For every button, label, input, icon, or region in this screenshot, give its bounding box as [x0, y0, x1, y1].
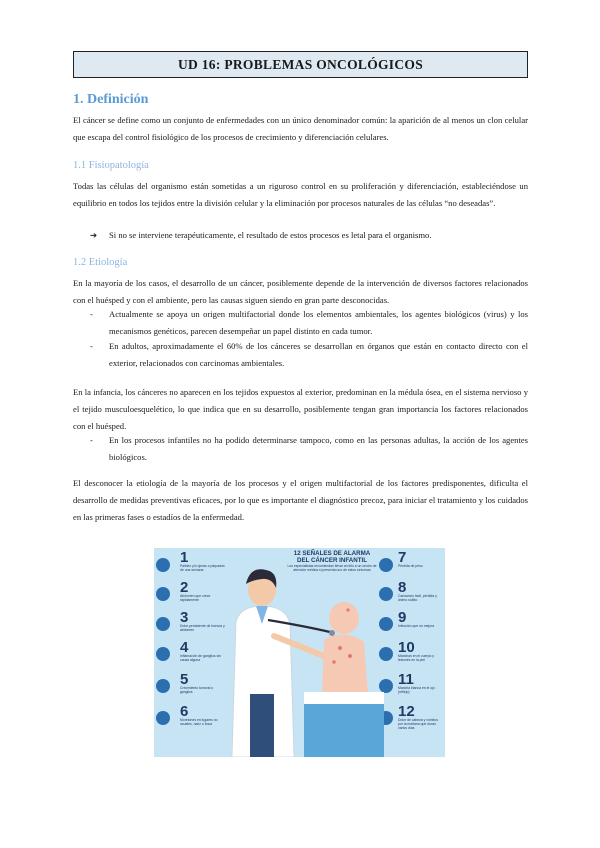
page-title: UD 16: PROBLEMAS ONCOLÓGICOS: [73, 51, 528, 78]
left-number-5: 5: [180, 671, 189, 688]
dash-bullet-icon: -: [90, 309, 93, 319]
infographic-title-1: 12 SEÑALES DE ALARMA: [293, 550, 371, 557]
top-border: [154, 544, 445, 548]
etiologia-paragraph-3: El desconocer la etiología de la mayoría de los procesos y el origen multifactorial de los factores predisponentes, dificulta el desarrollo de medidas preventivas eficaces, por lo que es importante el diagnóstico precoz, para iniciar el tratamiento y los cuidados en las primeras fases o estadíos de la enfermedad.: [73, 478, 528, 522]
section-heading-fisiopatologia: 1.1 Fisiopatología: [73, 160, 149, 171]
etiologia-bullet-2: En adultos, aproximadamente el 60% de los cánceres se desarrollan en órganos que están en contacto directo con el exterior, relacionados con carcinomas ambientales.: [109, 341, 528, 368]
arrow-bullet-icon: ➔: [90, 230, 98, 240]
right-text-8: Cansancio fácil, pérdida y ánimo súbito: [398, 594, 437, 602]
section-heading-definicion: 1. Definición: [73, 92, 149, 107]
right-number-11: 11: [398, 671, 414, 688]
left-text-4: Inflamación de ganglios sin causa alguna: [180, 654, 221, 662]
left-number-6: 6: [180, 703, 189, 720]
icon-circle: [156, 558, 170, 572]
left-number-4: 4: [180, 639, 189, 656]
icon-circle: [156, 617, 170, 631]
childhood-cancer-infographic: [154, 544, 445, 757]
icon-circle: [379, 558, 393, 572]
left-number-3: 3: [180, 609, 189, 626]
child-illustration: [304, 602, 384, 757]
right-text-9: Infección que no mejora: [398, 624, 435, 628]
icon-circle: [156, 711, 170, 725]
infographic-subtitle: Los especialistas recomiendan llevar al niño a un centro de atención médica si presenta uno de estos síntomas: [287, 564, 377, 572]
right-text-10: Manchas en el cuerpo y lesiones en la piel: [398, 654, 434, 662]
left-number-1: 1: [180, 549, 189, 566]
left-text-2: Abdomen que crece rápidamente: [180, 594, 211, 602]
left-text-6: Moretones en lugares no usuales, nariz o boca: [180, 718, 218, 726]
dash-bullet-icon: -: [90, 341, 93, 351]
right-number-12: 12: [398, 703, 415, 720]
left-icon-column: [156, 558, 170, 725]
right-text-11: Mancha blanca en el ojo (reflejo): [398, 686, 435, 694]
icon-circle: [379, 587, 393, 601]
icon-circle: [379, 617, 393, 631]
section-heading-etiologia: 1.2 Etiología: [73, 257, 128, 268]
right-text-12: Dolor de cabeza y vómitos por la mañana que duran varios días: [398, 718, 438, 730]
left-text-1: Palidez y/o ojeras o párpados de una semana: [180, 564, 225, 572]
fisiopatologia-paragraph: Todas las células del organismo están sometidas a un riguroso control en su proliferación y diferenciación, estableciéndose un equilibrio en todos los tejidos entre la división celular y la eliminación por procesos naturales de las células “no deseadas”.: [73, 181, 528, 208]
left-number-2: 2: [180, 579, 189, 596]
right-number-9: 9: [398, 609, 407, 626]
etiologia-bullet-3: En los procesos infantiles no ha podido determinarse tampoco, como en las personas adultas, la acción de los agentes biológicos.: [109, 435, 528, 462]
etiologia-bullet-1: Actualmente se apoya un origen multifactorial donde los elementos ambientales, los agentes biológicos (virus) y los mecanismos genéticos, parecen desempeñar un papel distinto en cada tumor.: [109, 309, 528, 336]
left-text-5: Crecimiento tumoral o ganglios: [180, 686, 214, 694]
left-text-3: Dolor persistente de huesos y abdomen: [180, 624, 225, 632]
icon-circle: [379, 647, 393, 661]
fisiopatologia-arrow-item: Si no se interviene terapéuticamente, el resultado de estos procesos es letal para el organismo.: [109, 230, 432, 240]
right-number-7: 7: [398, 549, 407, 566]
icon-circle: [156, 679, 170, 693]
icon-circle: [379, 679, 393, 693]
definicion-paragraph: El cáncer se define como un conjunto de enfermedades con un único denominador común: la aparición de al menos un clon celular que escapa del control fisiológico de los procesos de crecimiento y diferenciación celulares.: [73, 115, 528, 142]
infographic-title-2: DEL CÁNCER INFANTIL: [296, 557, 368, 564]
dash-bullet-icon: -: [90, 435, 93, 445]
right-number-10: 10: [398, 639, 415, 656]
infographic-svg: [154, 544, 445, 757]
etiologia-paragraph-1: En la mayoría de los casos, el desarrollo de un cáncer, posiblemente depende de la intervención de diversos factores relacionados con el huésped y con el ambiente, pero las causas siguen siendo en gran parte desconocidas.: [73, 278, 528, 305]
right-text-7: Pérdida de peso: [398, 564, 423, 568]
icon-circle: [156, 587, 170, 601]
etiologia-paragraph-2: En la infancia, los cánceres no aparecen en los tejidos expuestos al exterior, predominan en la médula ósea, en el sistema nervioso y el tejido musculoesquelético, lo que indica que en su desarrollo, posiblemente tengan gran importancia los factores relacionados con el huésped.: [73, 387, 528, 431]
right-number-8: 8: [398, 579, 407, 596]
icon-circle: [156, 647, 170, 661]
